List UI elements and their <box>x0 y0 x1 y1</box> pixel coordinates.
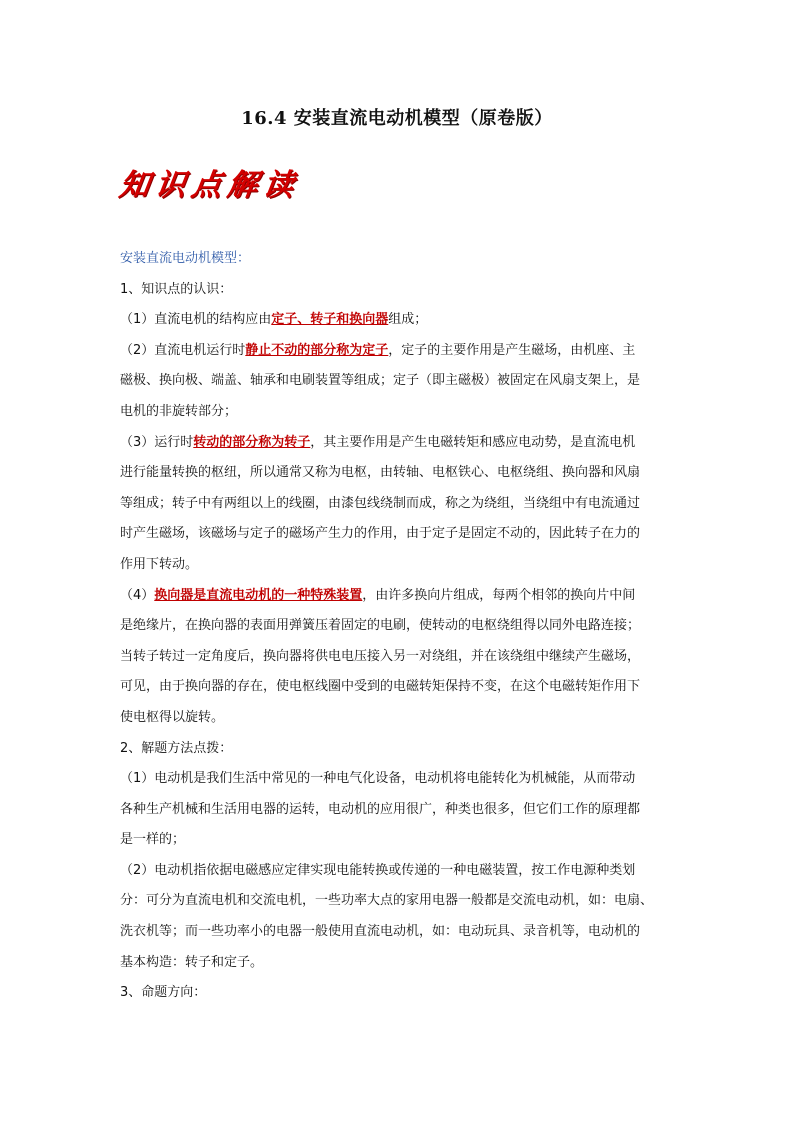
paragraph-2: （2）直流电机运行时静止不动的部分称为定子，定子的主要作用是产生磁场，由机座、主 磁极、换向极、端盖、轴承和电刷装置等组成；定子（即主磁极）被固定在风扇支架上，是 电机的非旋转部分； <box>120 342 641 419</box>
paragraph-3: （3）运行时转动的部分称为转子，其主要作用是产生电磁转矩和感应电动势，是直流电机 进行能量转换的枢纽，所以通常又称为电枢，由转轴、电枢铁心、电枢绕组、换向器和风扇 等组成；转子中有两组以上的线圈，由漆包线绕制而成，称之为绕组，当绕组中有电流通过 时产生磁场，该磁场与定子的磁场产生力的作用，由于定子是固定不动的，因此转子在力的 作用下转动。 <box>120 434 641 572</box>
paragraph-6: （2）电动机指依据电磁感应定律实现电能转换或传递的一种电磁装置，按工作电源种类划 分：可分为直流电机和交流电机，一些功率大点的家用电器一般都是交流电动机，如：电扇、 洗衣机等；而一些功率小的电器一般使用直流电动机，如：电动玩具、录音机等，电动机的 基本构造：转子和定子。 <box>120 862 654 970</box>
section-heading: 安装直流电动机模型： <box>120 251 251 266</box>
key-phrase: 定子、转子和换向器 <box>271 312 389 328</box>
paragraph-4: （4）换向器是直流电动机的一种特殊装置，由许多换向片组成，每两个相邻的换向片中间 是绝缘片，在换向器的表面用弹簧压着固定的电刷，使转动的电枢绕组得以同外电路连接； 当转子转过一定角度后，换向器将供电电压接入另一对绕组，并在该绕组中继续产生磁场， 可见，由于换向器的存在，使电枢线圈中受到的电磁转矩保持不变，在这个电磁转矩作用下 使电枢得以旋转。 <box>120 587 641 725</box>
page-title: 16.4 安装直流电动机模型（原卷版） <box>241 108 553 129</box>
heading-direction: 3、命题方向： <box>120 985 207 1001</box>
key-phrase: 换向器是直流电动机的一种特殊装置 <box>154 587 363 603</box>
section-banner: 知识点解读 <box>117 168 302 203</box>
key-phrase: 转动的部分称为转子 <box>193 434 311 450</box>
paragraph-5: （1）电动机是我们生活中常见的一种电气化设备，电动机将电能转化为机械能，从而带动 各种生产机械和生活用电器的运转，电动机的应用很广，种类也很多，但它们工作的原理都 是一样的； <box>120 771 641 848</box>
body-text <box>120 244 682 1009</box>
heading-method: 2、解题方法点拨： <box>120 740 233 756</box>
heading-knowledge: 1、知识点的认识： <box>120 281 233 297</box>
paragraph-1: （1）直流电机的结构应由定子、转子和换向器组成； <box>120 312 428 328</box>
key-phrase: 静止不动的部分称为定子 <box>245 342 389 358</box>
